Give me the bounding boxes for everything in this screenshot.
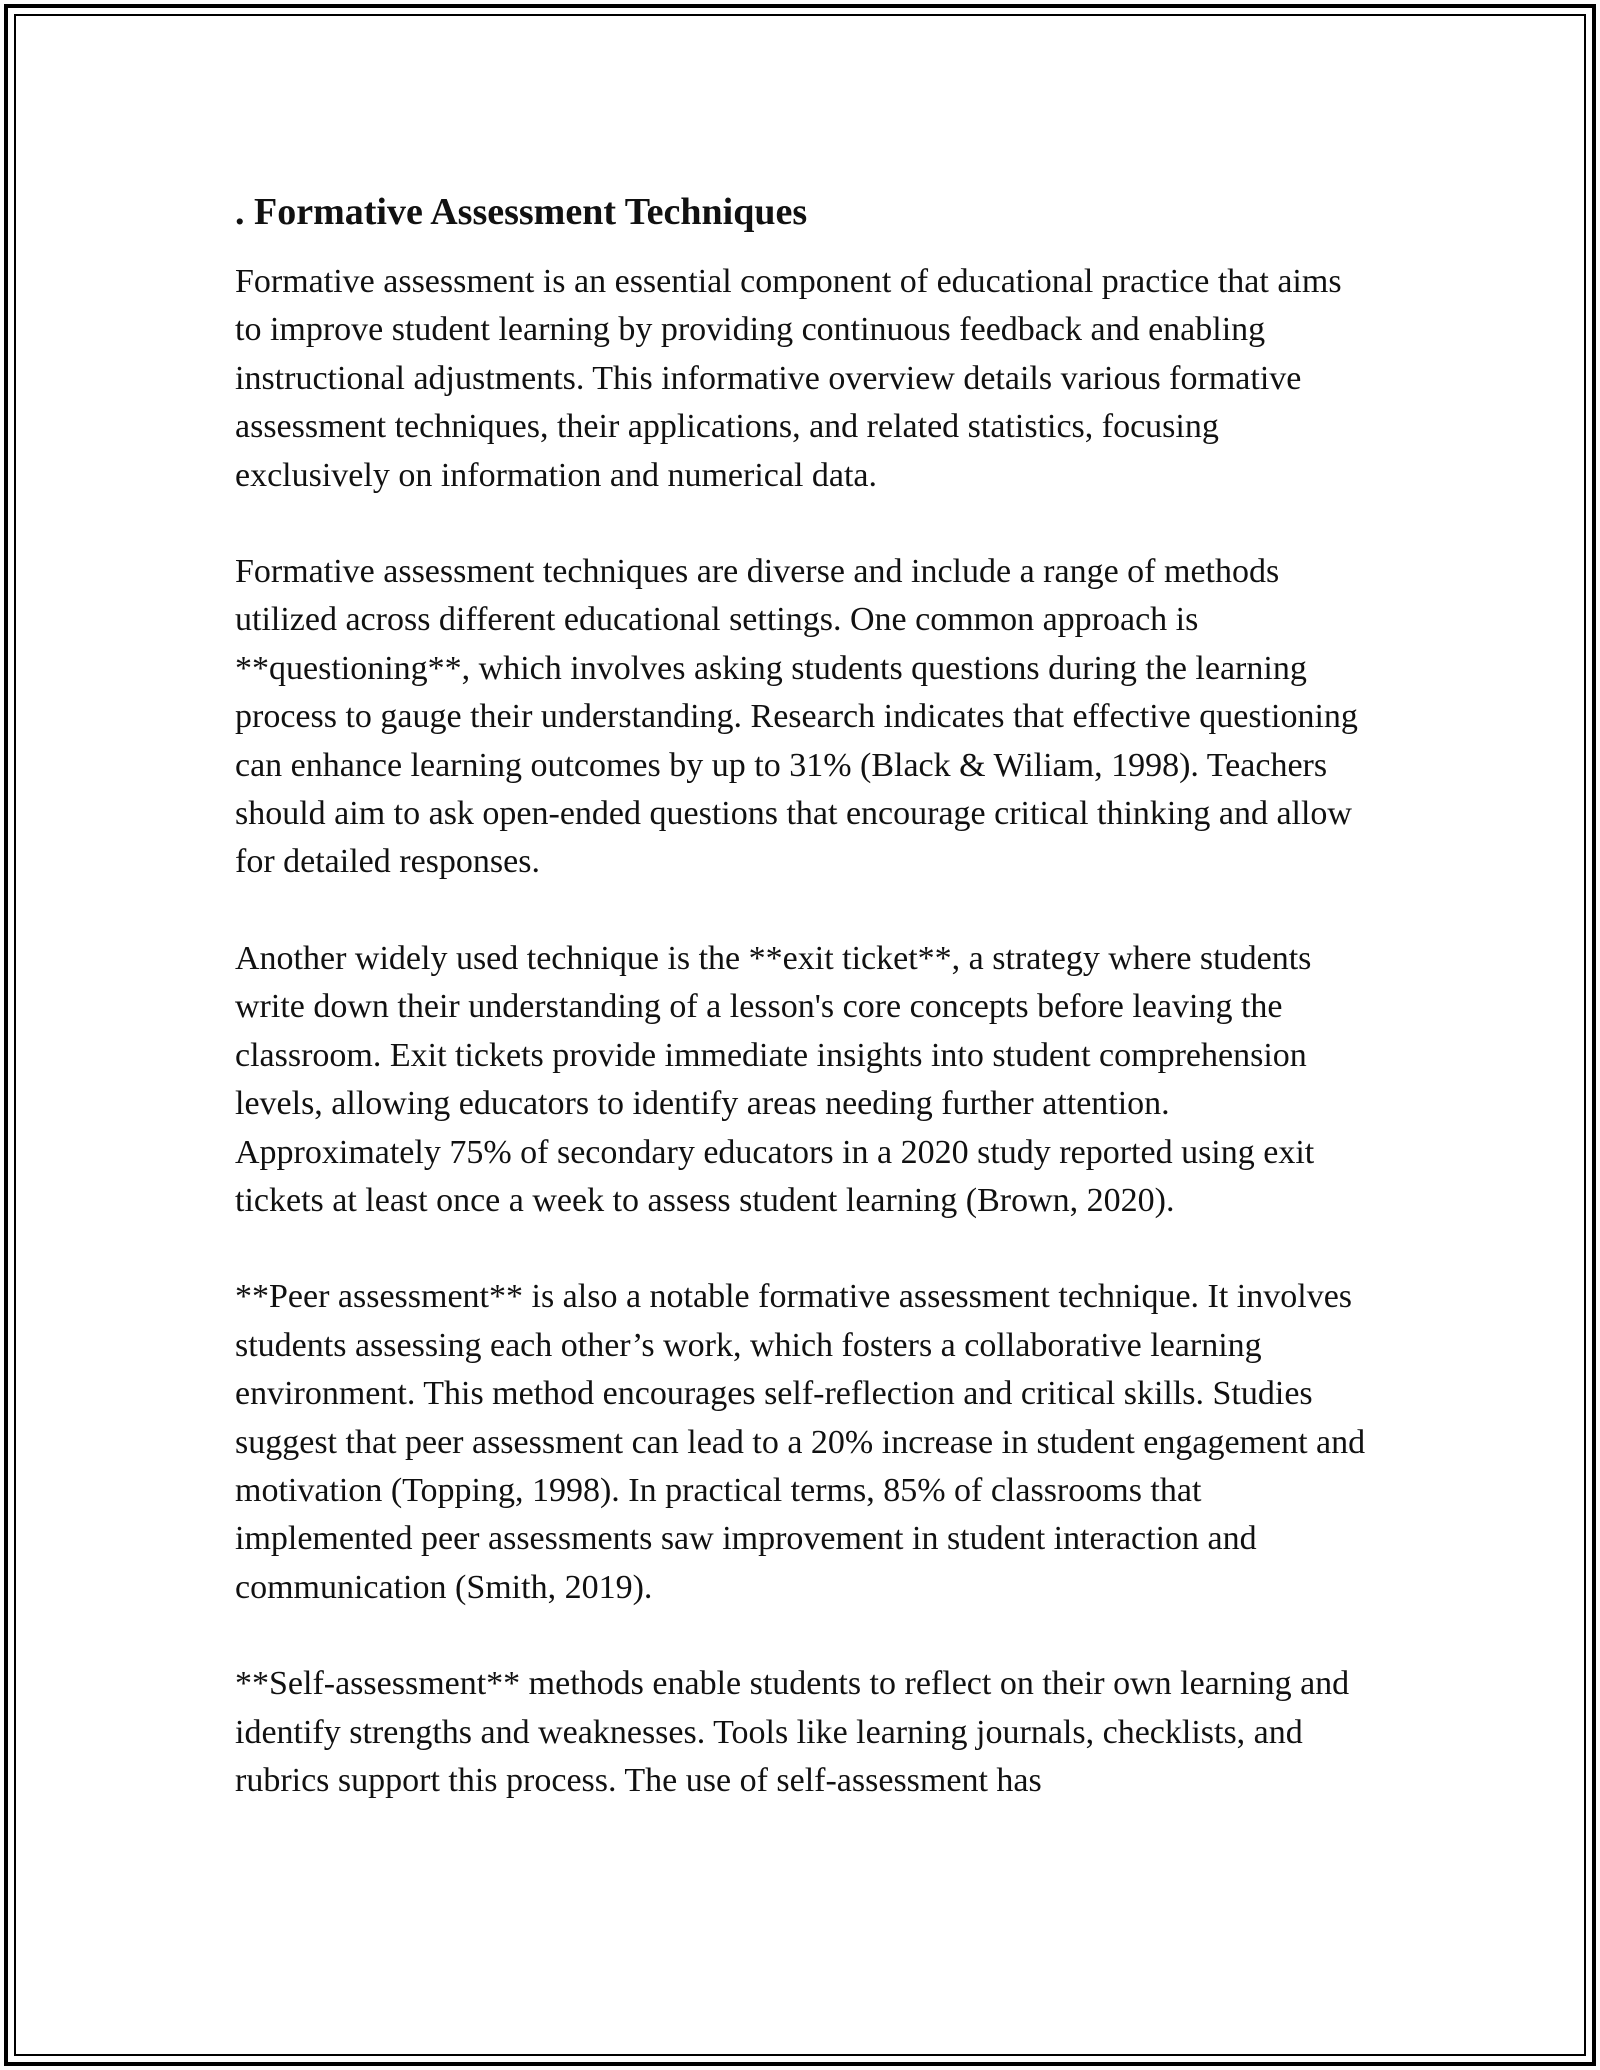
paragraph-questioning: Formative assessment techniques are diverse and include a range of methods utilized across different educational settings. One common approach is **questioning**, which involves asking students questions during the learning process to gauge their understanding. Research indicates that effective questioning can enhance learning outcomes by up to 31% (Black & Wiliam, 1998). Teachers should aim to ask open-ended questions that encourage critical thinking and allow for detailed responses. <box>235 553 1358 881</box>
paragraph-exit-ticket: Another widely used technique is the **exit ticket**, a strategy where students write down their understanding of a lesson's core concepts before leaving the classroom. Exit tickets provide immediate insights into student comprehension levels, allowing educators to identify areas needing further attention. Approximately 75% of secondary educators in a 2020 study reported using exit tickets at least once a week to assess student learning (Brown, 2020). <box>235 939 1315 1219</box>
paragraph-intro: Formative assessment is an essential component of educational practice that aims to improve student learning by providing continuous feedback and enabling instructional adjustments. This informative overview details various formative assessment techniques, their applications, and related statistics, focusing exclusively on information and numerical data. <box>235 263 1342 494</box>
paragraph-peer-assessment: **Peer assessment** is also a notable formative assessment technique. It involves students assessing each other’s work, which fosters a collaborative learning environment. This method encourages self-reflection and critical skills. Studies suggest that peer assessment can lead to a 20% increase in student engagement and motivation (Topping, 1998). In practical terms, 85% of classrooms that implemented peer assessments saw improvement in student interaction and communication (Smith, 2019). <box>235 1278 1366 1606</box>
document-body <box>235 186 1375 1853</box>
paragraph-self-assessment: **Self-assessment** methods enable students to reflect on their own learning and identify strengths and weaknesses. Tools like learning journals, checklists, and rubrics support this process. The use of self-assessment has <box>235 1665 1350 1799</box>
section-heading: . Formative Assessment Techniques <box>235 191 808 233</box>
